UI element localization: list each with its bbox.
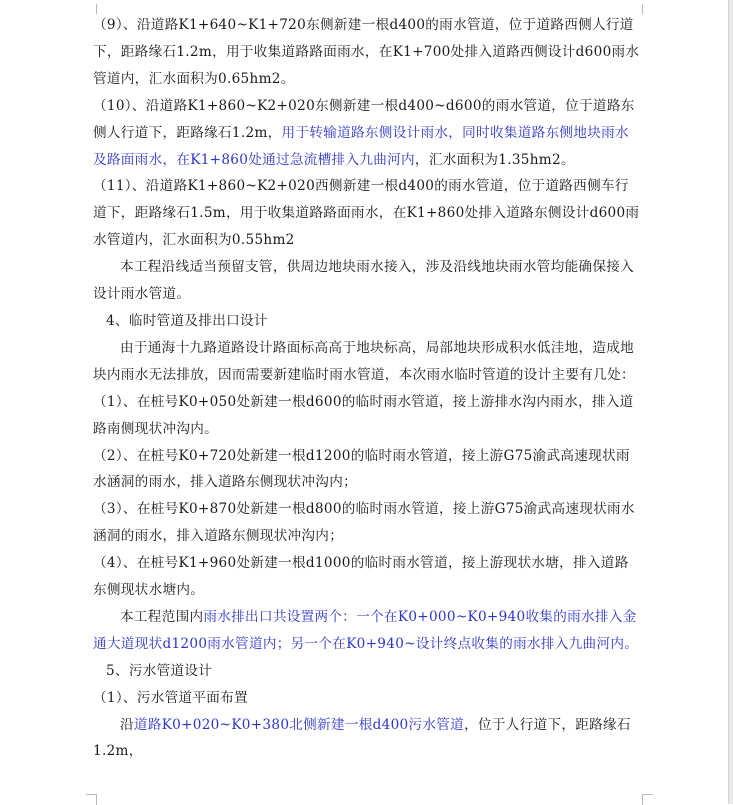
paragraph-outfalls: [93, 604, 641, 658]
section-heading-4: 4、临时管道及排出口设计: [106, 312, 268, 329]
document-body: [93, 12, 641, 765]
section-heading-5: 5、污水管道设计: [106, 662, 213, 679]
margin-mark-top-right: [642, 4, 653, 14]
paragraph-temporary-2: （2）、在桩号K0+720处新建一根d1200的临时雨水管道，接上游G75渝武高速现状雨水涵洞的雨水，排入道路东侧现状冲沟内；: [93, 447, 630, 491]
paragraph-item-10-text-a: （10）、沿道路K1+860~K2+020东侧新建一根d400~d600的雨水管道，位于道路东侧人行道下，距路缘石1.2m，: [93, 97, 635, 141]
paragraph-temporary-1: （1）、在桩号K0+050处新建一根d600的临时雨水管道，接上游排水沟内雨水，排入道路南侧现状冲沟内。: [93, 393, 634, 437]
paragraph-outfalls-highlight: 雨水排出口共设置两个：一个在K0+000~K0+940收集的雨水排入金通大道现状d1200雨水管道内；另一个在K0+940~设计终点收集的雨水排入九曲河内。: [93, 608, 639, 652]
paragraph-branch-pipes: 本工程沿线适当预留支管，供周边地块雨水接入，涉及沿线地块雨水管均能确保接入设计雨水管道。: [93, 259, 635, 303]
paragraph-temporary-3: （3）、在桩号K0+870处新建一根d800的临时雨水管道，接上游G75渝武高速现状雨水涵洞的雨水，排入道路东侧现状冲沟内；: [93, 501, 635, 545]
paragraph-outfalls-text-a: 本工程范围内: [120, 608, 204, 625]
paragraph-sewage-highlight: 道路K0+020~K0+380北侧新建一根d400污水管道: [133, 716, 465, 733]
paragraph-item-10-highlight: 用于转输道路东侧设计雨水，同时收集道路东侧地块雨水及路面雨水，在K1+860处通过急流槽排入九曲河内: [93, 124, 629, 168]
paragraph-temporary-4: （4）、在桩号K1+960处新建一根d1000的临时雨水管道，接上游现状水塘，排入道路东侧现状水塘内。: [93, 555, 629, 599]
subsection-heading-5-1: （1）、污水管道平面布置: [93, 689, 248, 706]
paragraph-item-9: （9）、沿道路K1+640~K1+720东侧新建一根d400的雨水管道，位于道路西侧人行道下，距路缘石1.2m，用于收集道路路面雨水，在K1+700处排入道路西侧设计d600雨水管道内，汇水面积为0.65hm2。: [93, 17, 640, 87]
paragraph-item-10-text-c: ，汇水面积为1.35hm2。: [414, 151, 575, 168]
margin-mark-bottom-left: [86, 794, 97, 805]
scrollbar-edge[interactable]: [728, 0, 733, 804]
paragraph-sewage-text-c: ，位于人行道下，距路缘石1.2m，: [93, 716, 631, 760]
paragraph-temporary-intro: 由于通海十九路道路设计路面标高高于地块标高，局部地块形成积水低洼地，造成地块内雨水无法排放，因而需要新建临时雨水管道，本次雨水临时管道的设计主要有几处：: [93, 339, 635, 383]
margin-mark-bottom-right: [642, 794, 653, 805]
paragraph-item-11: （11）、沿道路K1+860~K2+020西侧新建一根d400的雨水管道，位于道路西侧车行道下，距路缘石1.5m，用于收集道路路面雨水，在K1+860处排入道路东侧设计d600雨水管道内，汇水面积为0.55hm2: [93, 178, 640, 249]
paragraph-sewage-layout: [93, 712, 641, 766]
paragraph-sewage-text-a: 沿: [120, 716, 134, 733]
paragraph-item-10: [93, 93, 641, 174]
